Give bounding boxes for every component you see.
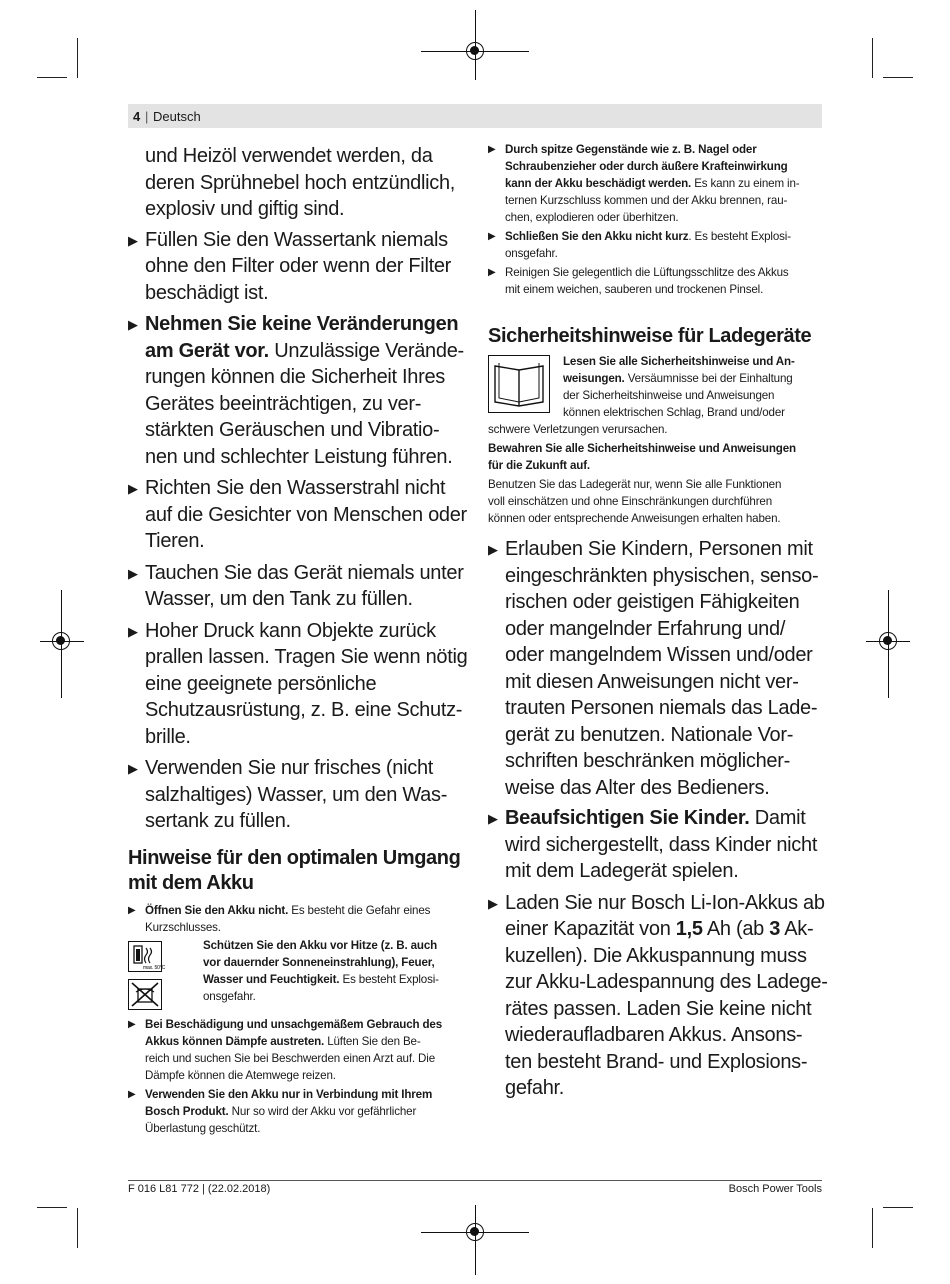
bullet-arrow-icon: ▶ [488,267,496,278]
registration-target-icon [879,632,897,650]
water-prohibited-icon [128,979,162,1010]
crop-mark [77,1208,78,1248]
list-item: ▶ Hoher Druck kann Objekte zurück prallen lassen. Tragen Sie wenn nötig eine geeignete persönliche Schutzausrüstung, z. B. eine Schutz- brille. [128,619,468,748]
registration-target-icon [466,1223,484,1241]
right-list [488,536,828,1102]
svg-text:max. 50°C: max. 50°C [143,965,166,971]
warning-block: max. 50°C Schützen Sie den Akku vor Hitze (z. B. auch vor dauernder Sonneneinstrahlung), Feuer, Wasser und Feuchtigkeit. Es besteht Explosi- onsgefahr. [128,936,464,1012]
bullet-arrow-icon: ▶ [128,565,138,581]
list-item: ▶ Bei Beschädigung und unsachgemäßem Gebrauch des Akkus können Dämpfe austreten. Lüften Sie den Be- reich und suchen Sie bei Beschwerden einen Arzt auf. Die Dämpfe können die Atemwege reizen. [128,1018,443,1082]
header-language: Deutsch [153,109,201,124]
list-item: ▶ Tauchen Sie das Gerät niemals unter Wasser, um den Tank zu füllen. [128,561,464,610]
list-item: ▶ Reinigen Sie gelegentlich die Lüftungsschlitze des Akkus mit einem weichen, sauberen und trockenen Pinsel. [488,266,789,296]
list-item: ▶ Beaufsichtigen Sie Kinder. Damit wird sichergestellt, dass Kinder nicht mit dem Ladegerät spielen. [488,807,818,882]
list-item: ▶ Erlauben Sie Kindern, Personen mit eingeschränkten physischen, senso- rischen oder geistigen Fähigkeiten oder mangelnder Erfahrung und/ oder mangelndem Wissen und/oder mit diesen Anweisungen nicht ver- trauten Personen niemals das Lade- gerät zu benutzen. Nationale Vor- schriften beschränken möglicher- weise das Alter des Bedieners. [488,538,819,799]
charger-section-title: Sicherheitshinweise für Ladegeräte [488,325,812,347]
akku-list [128,902,464,1137]
read-instructions-block: Lesen Sie alle Sicherheitshinweise und An- weisungen. Versäumnisse bei der Einhaltung der Sicherheitshinweise und Anweisungen können elektrischen Schlag, Brand und/oder schwere Verletzungen verursachen. Bewahren Sie alle Sicherheitshinweise und Anweisungen für die Zukunft auf. Benutzen Sie das Ladegerät nur, wenn Sie alle Funktionen voll einschätzen und ohne Einschränkungen durchführen können oder entsprechende Anweisungen erhalten haben. [488,355,796,525]
crop-mark [883,77,913,78]
left-column [128,143,468,835]
list-item: ▶ Laden Sie nur Bosch Li-Ion-Akkus ab einer Kapazität von 1,5 Ah (ab 3 Ak- kuzellen). Die Akkuspannung muss zur Akku-Ladespannung des Ladege- rätes passen. Laden Sie keine nicht wiederaufladbaren Akkus. Ansons- ten besteht Brand- und Explosions- gefahr. [488,891,828,1099]
bullet-arrow-icon: ▶ [488,811,498,826]
footer-rule [128,1180,822,1181]
crop-mark [37,77,67,78]
crop-mark [77,38,78,78]
bullet-arrow-icon: ▶ [128,481,138,496]
bullet-arrow-icon: ▶ [128,1089,136,1100]
list-item: ▶ Füllen Sie den Wassertank niemals ohne den Filter oder wenn der Filter beschädigt ist. [128,228,452,304]
section-title: Hinweise für den optimalen Umgang mit dem Akku [128,847,461,894]
bullet-arrow-icon: ▶ [128,761,138,776]
list-item: ▶ Verwenden Sie den Akku nur in Verbindung mit Ihrem Bosch Produkt. Nur so wird der Akku vor gefährlicher Überlastung geschützt. [128,1088,433,1135]
bullet-arrow-icon: ▶ [128,905,136,916]
bullet-arrow-icon: ▶ [128,623,138,639]
footer-doc-number: F 016 L81 772 | (22.02.2018) [128,1183,271,1195]
registration-target-icon [466,42,484,60]
bullet-arrow-icon: ▶ [488,144,496,155]
manual-book-icon [488,355,550,413]
intro-paragraph: und Heizöl verwendet werden, da deren Sprühnebel hoch entzündlich, explosiv und giftig sind. [145,145,456,220]
header-separator: | [145,109,149,124]
list-item: ▶ Nehmen Sie keine Veränderungen am Gerät vor. Unzulässige Verände- rungen können die Sicherheit Ihres Gerätes beeinträchtigen, zu ver- stärkten Geräuschen und Vibratio- nen und schlechter Leistung führen. [128,313,464,468]
list-item: ▶ Richten Sie den Wasserstrahl nicht auf die Gesichter von Menschen oder Tieren. [128,477,467,552]
footer-brand: Bosch Power Tools [728,1183,822,1195]
crop-mark [872,38,873,78]
right-akku-list [488,141,822,298]
list-item: ▶ Verwenden Sie nur frisches (nicht salzhaltiges) Wasser, um den Was- sertank zu füllen. [128,757,448,832]
heat-warning-icon [128,941,166,972]
bullet-arrow-icon: ▶ [488,542,498,557]
crop-mark [883,1207,913,1208]
crop-mark [872,1208,873,1248]
bullet-arrow-icon: ▶ [128,232,138,248]
page-header [128,104,822,128]
bullet-arrow-icon: ▶ [128,1019,136,1030]
crop-mark [37,1207,67,1208]
list-item: ▶ Öffnen Sie den Akku nicht. Es besteht die Gefahr eines Kurzschlusses. [128,904,431,934]
bullet-arrow-icon: ▶ [488,231,496,242]
bullet-arrow-icon: ▶ [488,895,498,911]
bullet-arrow-icon: ▶ [128,317,138,332]
page-number: 4 [133,109,141,124]
list-item: ▶ Schließen Sie den Akku nicht kurz. Es besteht Explosi- onsgefahr. [488,230,791,260]
registration-target-icon [52,632,70,650]
list-item: ▶ Durch spitze Gegenstände wie z. B. Nagel oder Schraubenzieher oder durch äußere Krafteinwirkung kann der Akku beschädigt werden. Es kann zu einem in- ternen Kurzschluss kommen und der Akku brennen, rau- chen, explodieren oder überhitzen. [488,143,800,224]
